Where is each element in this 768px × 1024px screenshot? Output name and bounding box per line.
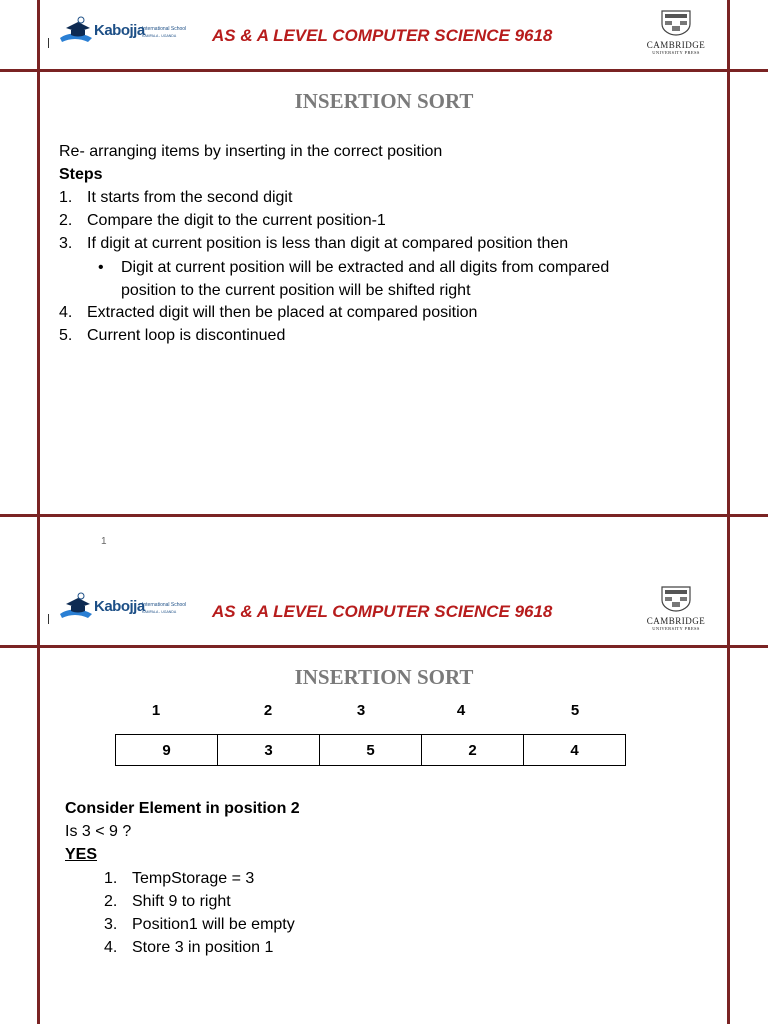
board-name: CAMBRIDGE bbox=[646, 40, 706, 50]
school-name: Kabojja bbox=[94, 598, 145, 615]
action-item: 4. Store 3 in position 1 bbox=[104, 939, 274, 956]
steps-heading: Steps bbox=[59, 166, 103, 183]
school-subtitle: International School bbox=[142, 602, 187, 608]
step-item: 2. Compare the digit to the current position-1 bbox=[59, 212, 386, 229]
array-cell: 3 bbox=[218, 735, 320, 766]
array-cell: 4 bbox=[524, 735, 626, 766]
position-index: 4 bbox=[456, 702, 466, 719]
school-location: KAMPALA - UGANDA bbox=[142, 610, 177, 614]
cambridge-crest-icon bbox=[660, 586, 692, 612]
slide-divider bbox=[0, 514, 768, 517]
step-item: 5. Current loop is discontinued bbox=[59, 327, 286, 344]
bullet-line-1: Digit at current position will be extracted and all digits from compared bbox=[121, 259, 610, 276]
action-item: 3. Position1 will be empty bbox=[104, 916, 295, 933]
position-index: 2 bbox=[263, 702, 273, 719]
school-subtitle: International School bbox=[142, 26, 187, 32]
board-press: UNIVERSITY PRESS bbox=[652, 626, 700, 631]
bullet-line-2: position to the current position will be shifted right bbox=[121, 282, 471, 299]
position-index: 5 bbox=[570, 702, 580, 719]
course-title: AS & A LEVEL COMPUTER SCIENCE 9618 bbox=[212, 26, 553, 45]
left-border bbox=[37, 0, 40, 1024]
step-item: 3. If digit at current position is less than digit at compared position then bbox=[59, 235, 569, 252]
step-item: 1. It starts from the second digit bbox=[59, 189, 293, 206]
array-cell: 5 bbox=[320, 735, 422, 766]
consider-heading: Consider Element in position 2 bbox=[65, 800, 300, 817]
header-divider-1 bbox=[0, 69, 768, 72]
graduation-cap-logo-icon bbox=[58, 592, 94, 622]
cambridge-logo bbox=[640, 586, 712, 638]
array-row bbox=[116, 735, 626, 766]
slide1-title: INSERTION SORT bbox=[294, 89, 474, 113]
step-item: 4. Extracted digit will then be placed at compared position bbox=[59, 304, 478, 321]
school-name: Kabojja bbox=[94, 22, 145, 39]
position-index: 3 bbox=[356, 702, 366, 719]
school-logo bbox=[58, 16, 198, 52]
school-logo bbox=[58, 592, 198, 628]
answer-yes: YES bbox=[65, 846, 98, 863]
cambridge-logo bbox=[640, 10, 712, 62]
course-title: AS & A LEVEL COMPUTER SCIENCE 9618 bbox=[212, 602, 553, 621]
slide2-title: INSERTION SORT bbox=[294, 665, 474, 689]
cambridge-crest-icon bbox=[660, 10, 692, 36]
intro-text: Re- arranging items by inserting in the correct position bbox=[59, 143, 443, 160]
array-table bbox=[115, 734, 626, 766]
page-number: 1 bbox=[101, 536, 107, 547]
graduation-cap-logo-icon bbox=[58, 16, 94, 46]
action-item: 2. Shift 9 to right bbox=[104, 893, 231, 910]
position-index: 1 bbox=[151, 702, 161, 719]
board-name: CAMBRIDGE bbox=[646, 616, 706, 626]
right-border bbox=[727, 0, 730, 1024]
array-cell: 2 bbox=[422, 735, 524, 766]
board-press: UNIVERSITY PRESS bbox=[652, 50, 700, 55]
action-item: 1. TempStorage = 3 bbox=[104, 870, 255, 887]
school-location: KAMPALA - UGANDA bbox=[142, 34, 177, 38]
comparison-question: Is 3 < 9 ? bbox=[65, 823, 132, 840]
array-cell: 9 bbox=[116, 735, 218, 766]
bullet-marker: • bbox=[98, 259, 104, 276]
header-divider-2 bbox=[0, 645, 768, 648]
